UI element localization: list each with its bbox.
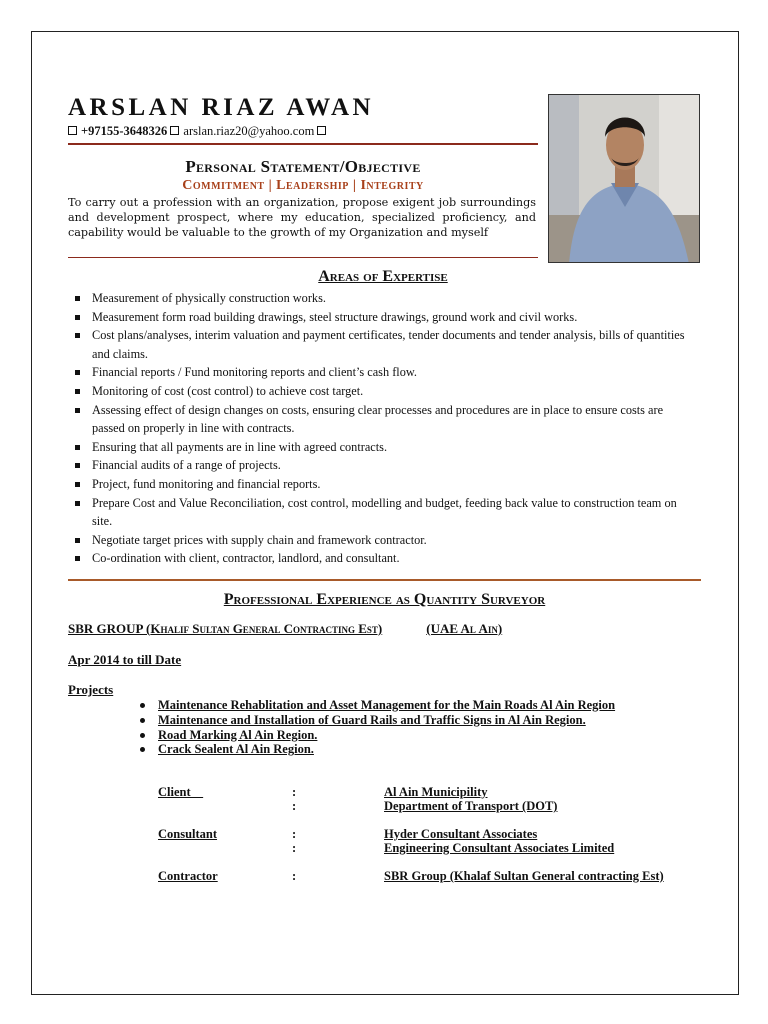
candidate-name: ARSLAN RIAZ AWAN: [68, 94, 375, 121]
expertise-list: [75, 289, 695, 568]
list-item: Negotiate target prices with supply chain and framework contractor.: [75, 531, 695, 550]
colon: :: [292, 869, 297, 883]
list-item: Monitoring of cost (cost control) to achieve cost target.: [75, 382, 695, 401]
project-item: Maintenance and Installation of Guard Rails and Traffic Signs in Al Ain Region.: [140, 713, 615, 728]
email-address[interactable]: arslan.riaz20@yahoo.com: [183, 124, 315, 138]
projects-list: [140, 698, 615, 757]
company-location: (UAE Al Ain): [426, 621, 503, 636]
header-divider: [68, 143, 538, 145]
values-subtitle: Commitment | Leadership | Integrity: [182, 178, 424, 193]
list-item: Measurement of physically construction works.: [75, 289, 695, 308]
list-item: Prepare Cost and Value Reconciliation, cost control, modelling and budget, feeding back value to construction team on site.: [75, 494, 695, 531]
areas-of-expertise-title: Areas of Expertise: [318, 268, 448, 285]
colon: :: [292, 785, 297, 799]
section-divider: [68, 257, 538, 258]
project-item: Road Marking Al Ain Region.: [140, 728, 615, 743]
list-item: Financial audits of a range of projects.: [75, 456, 695, 475]
list-item: Measurement form road building drawings, steel structure drawings, ground work and civil works.: [75, 308, 695, 327]
experience-title: Professional Experience as Quantity Surveyor: [223, 591, 546, 608]
company-line: [68, 621, 502, 637]
contractor-value: SBR Group (Khalaf Sultan General contracting Est): [384, 869, 664, 883]
checkbox-bullet-icon: [170, 126, 179, 135]
colon: :: [292, 827, 297, 841]
list-item: Cost plans/analyses, interim valuation and payment certificates, tender documents and tender analysis, bills of quantities and claims.: [75, 326, 695, 363]
contractor-label: Contractor: [158, 869, 218, 883]
projects-heading: Projects: [68, 682, 114, 697]
client-value: Al Ain Municipility: [384, 785, 488, 799]
company-name: Khalif Sultan General Contracting Est): [150, 621, 383, 636]
phone-number: +97155-3648326: [81, 124, 168, 138]
colon: :: [292, 841, 297, 855]
client-value: Department of Transport (DOT): [384, 799, 558, 813]
colon: :: [292, 799, 297, 813]
project-item: Maintenance Rehablitation and Asset Management for the Main Roads Al Ain Region: [140, 698, 615, 713]
employment-dates: Apr 2014 to till Date: [68, 652, 182, 667]
project-item: Crack Sealent Al Ain Region.: [140, 742, 615, 757]
consultant-value: Engineering Consultant Associates Limited: [384, 841, 615, 855]
consultant-label: Consultant: [158, 827, 218, 841]
list-item: Co-ordination with client, contractor, landlord, and consultant.: [75, 549, 695, 568]
personal-statement-text: To carry out a profession with an organization, propose exigent job surroundings and development prospect, where my education, specialized proficiency, and capability would be valuable to the growth of my Organization and myself: [68, 196, 536, 239]
consultant-value: Hyder Consultant Associates: [384, 827, 538, 841]
client-label: Client: [158, 785, 204, 799]
list-item: Financial reports / Fund monitoring reports and client’s cash flow.: [75, 363, 695, 382]
profile-photo: [548, 94, 700, 263]
company-prefix: SBR GROUP (: [68, 621, 151, 636]
contact-line: [68, 124, 330, 139]
list-item: Ensuring that all payments are in line with agreed contracts.: [75, 438, 695, 457]
person-photo-illustration: [549, 95, 700, 263]
checkbox-bullet-icon: [68, 126, 77, 135]
list-item: Project, fund monitoring and financial reports.: [75, 475, 695, 494]
list-item: Assessing effect of design changes on costs, ensuring clear processes and procedures are in place to ensure costs are passed on properly in line with contracts.: [75, 401, 695, 438]
personal-statement-title: Personal Statement/Objective: [185, 157, 421, 176]
checkbox-bullet-icon: [317, 126, 326, 135]
section-divider: [68, 579, 701, 581]
